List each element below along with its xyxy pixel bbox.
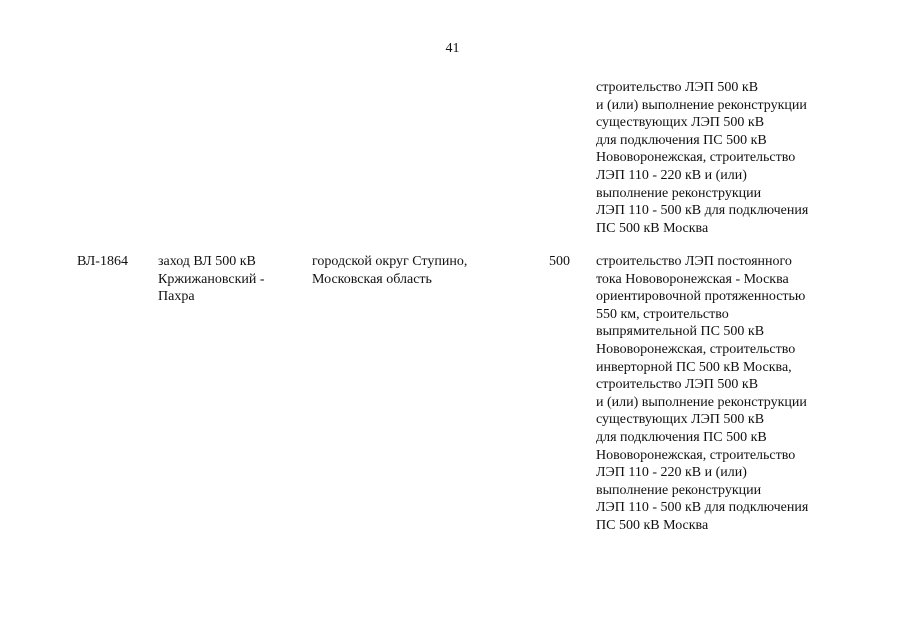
text-line: выполнение реконструкции [596, 482, 762, 498]
text-line: выпрямительной ПС 500 кВ [596, 324, 765, 340]
page-number: 41 [445, 41, 460, 56]
text-line: Нововоронежская, строительство [596, 447, 796, 463]
text-line: инверторной ПС 500 кВ Москва, [596, 359, 792, 375]
text-line: Пахра [158, 289, 195, 305]
text-line: существующих ЛЭП 500 кВ [596, 412, 765, 428]
text-line: ПС 500 кВ Москва [596, 517, 709, 533]
text-line: и (или) выполнение реконструкции [596, 97, 807, 113]
text-line: для подключения ПС 500 кВ [596, 429, 767, 445]
line-name-cell [158, 253, 265, 306]
voltage-cell: 500 [549, 254, 570, 269]
text-line: строительство ЛЭП постоянного [596, 254, 792, 269]
text-line: строительство ЛЭП 500 кВ [596, 377, 759, 393]
text-line: ЛЭП 110 - 500 кВ для подключения [596, 203, 809, 219]
text-line: строительство ЛЭП 500 кВ [596, 80, 759, 95]
text-line: Нововоронежская, строительство [596, 341, 796, 357]
text-line: для подключения ПС 500 кВ [596, 132, 767, 148]
text-line: существующих ЛЭП 500 кВ [596, 115, 765, 131]
text-line: тока Нововоронежская - Москва [596, 271, 789, 287]
text-line: заход ВЛ 500 кВ [158, 254, 256, 269]
text-line: ПС 500 кВ Москва [596, 220, 709, 236]
text-line: ЛЭП 110 - 500 кВ для подключения [596, 500, 809, 516]
measures-cell [596, 253, 808, 535]
continuation-measures-cell [596, 79, 808, 237]
line-code-cell: ВЛ-1864 [77, 254, 128, 269]
text-line: Кржижановский - [158, 271, 265, 287]
text-line: ориентировочной протяженностью [596, 289, 806, 305]
text-line: Московская область [312, 271, 432, 287]
text-line: ЛЭП 110 - 220 кВ и (или) [596, 167, 747, 183]
text-line: Нововоронежская, строительство [596, 150, 796, 166]
text-line: и (или) выполнение реконструкции [596, 394, 807, 410]
text-line: городской округ Ступино, [312, 254, 468, 269]
text-line: ЛЭП 110 - 220 кВ и (или) [596, 465, 747, 481]
text-line: выполнение реконструкции [596, 185, 762, 201]
location-cell [312, 253, 467, 288]
text-line: 550 км, строительство [596, 306, 729, 322]
